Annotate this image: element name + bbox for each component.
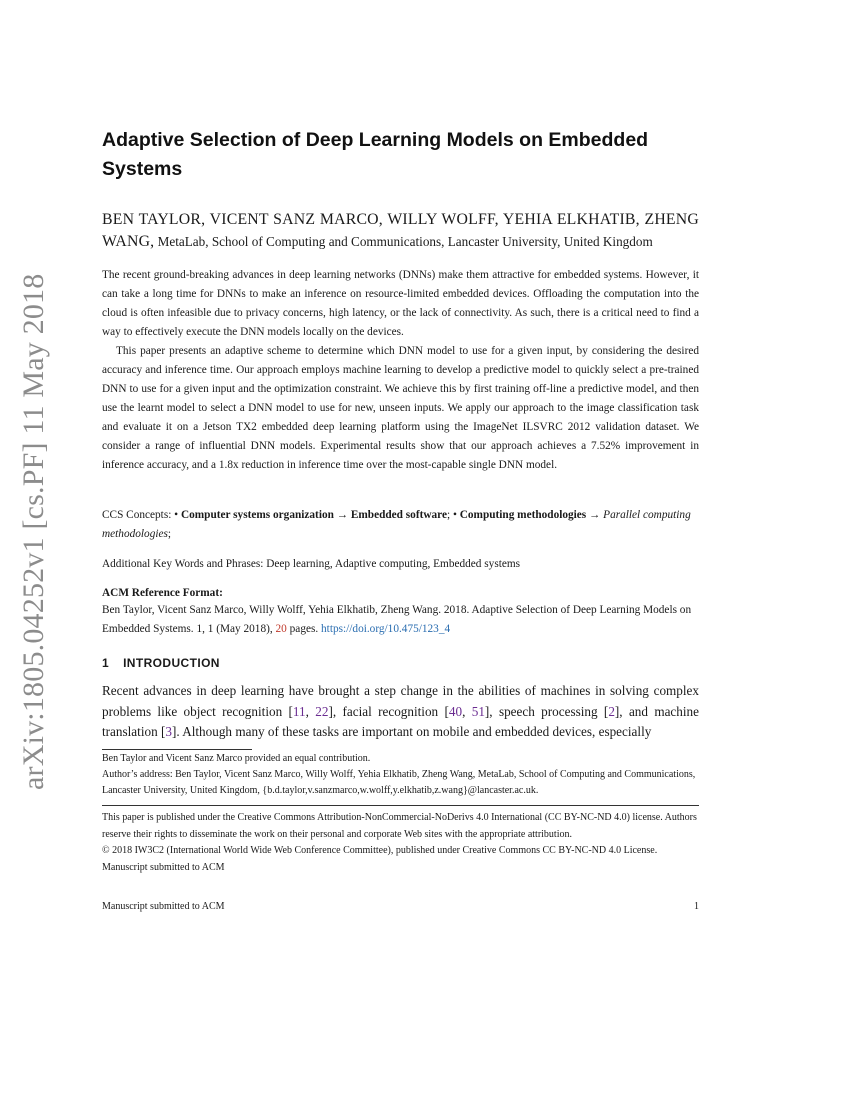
license-divider: [102, 805, 699, 806]
abstract-paragraph-2: This paper presents an adaptive scheme to determine which DNN model to use for a given input, by considering the desired accuracy and inference time. Our approach employs machine learning to develop a predictive model to quickly select a pre-trained DNN to use for a given input and the optimization constraint. We achieve this by first training off-line a predictive model, and then use the learnt model to select a DNN model to use for new, unseen inputs. We apply our approach to the image classification task and evaluate it on a Jetson TX2 embedded deep learning platform using the ImageNet ILSVRC 2012 validation dataset. We consider a range of influential DNN models. Experimental results show that our approach achieves a 7.52% improvement in inference accuracy, and a 1.8x reduction in inference time over the most-capable single DNN model.: [102, 345, 699, 471]
section-title: INTRODUCTION: [123, 656, 220, 670]
ccs-label: CCS Concepts:: [102, 509, 172, 521]
arxiv-stamp: arXiv:1805.04252v1 [cs.PF] 11 May 2018: [17, 273, 50, 790]
citation-link[interactable]: 2: [608, 703, 615, 719]
license-text: This paper is published under the Creative Commons Attribution-NonCommercial-NoDerivs 4.0 International (CC BY-NC-ND 4.0) license. Authors reserve their rights to disseminate the work on their personal and corporate Web sites with the appropriate attribution.: [102, 812, 697, 840]
citation-link[interactable]: 3: [165, 724, 172, 739]
ccs-item-2b: Parallel computing methodologies: [102, 509, 691, 540]
citation-link[interactable]: 11: [292, 703, 306, 719]
intro-text: Recent advances in deep learning have brought a step change in the abilities of machines in solving complex problems like object recognition [: [102, 683, 699, 719]
pages-suffix: pages.: [289, 623, 319, 635]
license-block: [102, 810, 699, 876]
ccs-concepts: CCS Concepts: • Computer systems organization → Embedded software; • Computing methodologies → Parallel computing methodologies;: [102, 509, 691, 540]
footnote-divider: [102, 749, 252, 750]
intro-text: ], facial recognition [: [328, 703, 449, 719]
intro-text: ]. Although many of these tasks are important on mobile and embedded devices, especially: [171, 724, 652, 739]
citation-link[interactable]: 40: [448, 703, 463, 719]
intro-text: ], and machine translation [: [102, 703, 699, 739]
citation-link[interactable]: 51: [471, 703, 485, 719]
doi-link[interactable]: https://doi.org/10.475/123_4: [321, 623, 451, 635]
page-footer: [102, 900, 699, 914]
author-affiliation: MetaLab, School of Computing and Communications, Lancaster University, United Kingdom: [157, 234, 653, 249]
author-names: BEN TAYLOR, VICENT SANZ MARCO, WILLY WOLFF, YEHIA ELKHATIB, ZHENG WANG,: [102, 211, 699, 250]
footnote-contribution: Ben Taylor and Vicent Sanz Marco provided an equal contribution.: [102, 753, 371, 764]
pages-link[interactable]: 20: [275, 623, 287, 635]
section-number: 1: [102, 656, 110, 670]
page-number: 1: [694, 901, 699, 912]
acm-reference-heading: ACM Reference Format:: [102, 587, 223, 599]
ccs-item-2a: Computing methodologies: [459, 509, 587, 521]
section-heading: [102, 656, 699, 670]
keywords: Additional Key Words and Phrases: Deep learning, Adaptive computing, Embedded systems: [102, 558, 521, 570]
acm-reference-text: Ben Taylor, Vicent Sanz Marco, Willy Wolff, Yehia Elkhatib, Zheng Wang. 2018. Adaptive Selection of Deep Learning Models on Embedded Systems. 1, 1 (May 2018),: [102, 604, 692, 635]
ccs-arrow-2: →: [589, 509, 601, 521]
intro-paragraph: Recent advances in deep learning have brought a step change in the abilities of machines in solving complex problems like object recognition [11, 22], facial recognition [40, 51], speech processing [2], and machine translation [3]. Although many of these tasks are important on mobile and embedded devices, especially: [102, 683, 699, 739]
footnotes: [102, 751, 699, 799]
ccs-item-1a: Computer systems organization: [180, 509, 334, 521]
footer-left: Manuscript submitted to ACM: [102, 901, 225, 912]
author-block: [102, 209, 699, 253]
copyright-text: © 2018 IW3C2 (International World Wide Web Conference Committee), published under Creative Commons CC BY-NC-ND 4.0 License.: [102, 845, 658, 856]
citation-link[interactable]: 22: [315, 703, 329, 719]
ccs-arrow: →: [336, 509, 349, 521]
footnote-address: Author’s address: Ben Taylor, Vicent Sanz Marco, Willy Wolff, Yehia Elkhatib, Zheng Wang, MetaLab, School of Computing and Communications, Lancaster University, United Kingdom, {b.d.taylor,v.sanzmarco,w.wolff,y.elkhatib,z.wang}@lancaster.ac.uk.: [102, 769, 696, 796]
abstract: [102, 266, 699, 475]
ccs-item-1b: Embedded software: [350, 509, 447, 521]
paper-title: Adaptive Selection of Deep Learning Models on Embedded Systems: [102, 129, 649, 180]
acm-reference: [102, 601, 699, 639]
abstract-paragraph-1: The recent ground-breaking advances in deep learning networks (DNNs) make them attractive for embedded systems. However, it can take a long time for DNNs to make an inference on resource-limited embedded devices. Offloading the computation into the cloud is often infeasible due to privacy concerns, high latency, or the lack of connectivity. As such, there is a critical need to find a way to effectively execute the DNN models locally on the devices.: [102, 269, 699, 338]
intro-text: ], speech processing [: [484, 703, 609, 719]
manuscript-note: Manuscript submitted to ACM: [102, 861, 225, 873]
